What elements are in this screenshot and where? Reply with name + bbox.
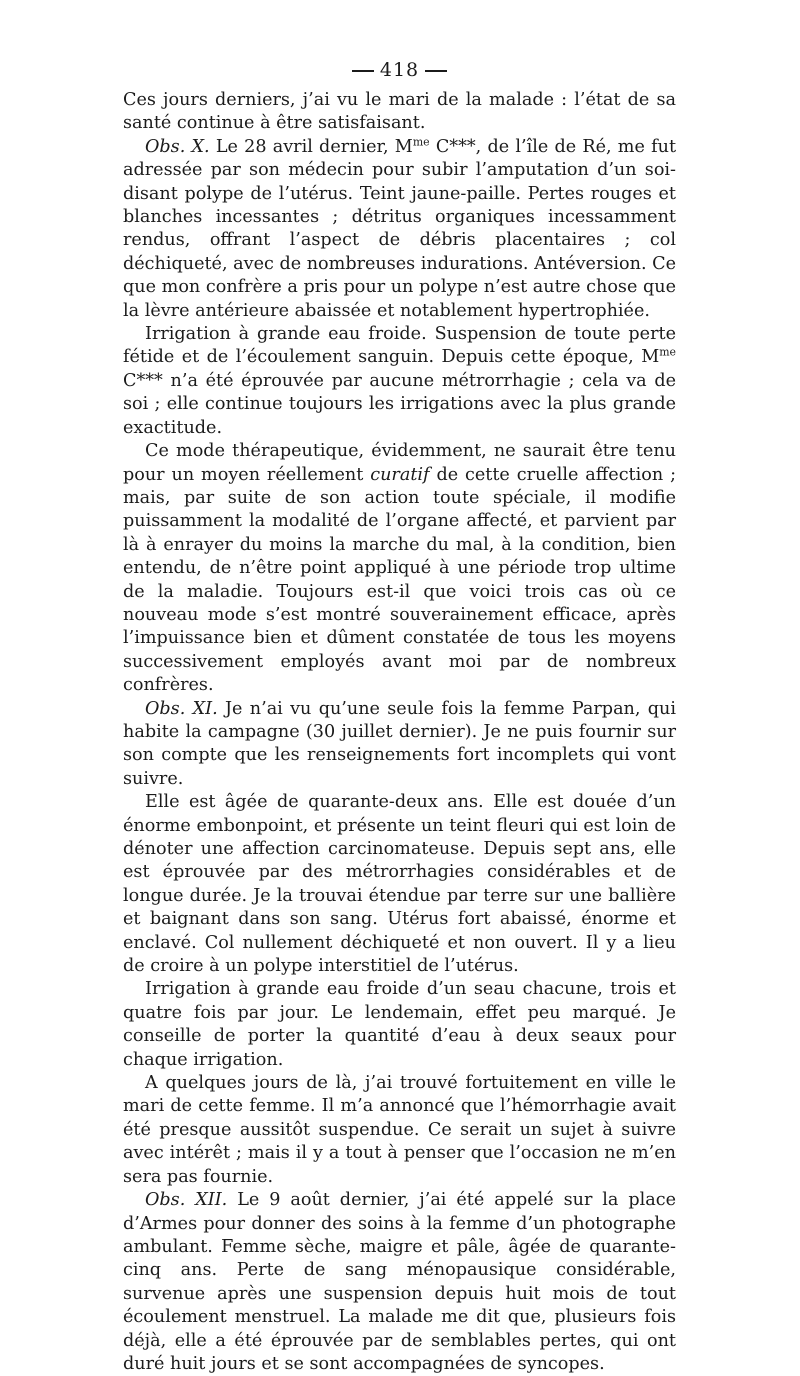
irrigation-1-text-a: Irrigation à grande eau froide. Suspension de toute perte fétide et de l’écoulement sanguin. Depuis cette époque, M xyxy=(123,324,676,368)
paragraph-obs-xi xyxy=(123,698,676,792)
page-header xyxy=(123,58,676,82)
patient-description-text: Elle est âgée de quarante-deux ans. Elle est douée d’un énorme embonpoint, et présente un teint fleuri qui est loin de dénoter une affection carcinomateuse. Depuis sept ans, elle est éprouvée par des métrorrhagies considérables et de longue durée. Je la trouvai étendue par terre sur une ballière et baignant dans son sang. Utérus fort abaissé, énorme et enclavé. Col nullement déchiqueté et non ouvert. Il y a lieu de croire à un polype interstitiel de l’utérus. xyxy=(123,792,676,977)
therapeutic-text-b: de cette cruelle affection ; mais, par suite de son action toute spéciale, il modifie puissamment la modalité de l’organe affecté, et parvient par là à enrayer du moins la marche du mal, à la condition, bien entendu, de n’être point appliqué à une période trop ultime de la maladie. Toujours est-il que voici trois cas où ce nouveau mode s’est montré souverainement efficace, après l’impuissance bien et dûment constatée de tous les moyens successivement employés avant moi par de nombreux confrères. xyxy=(123,464,677,696)
book-page xyxy=(123,58,676,1376)
paragraph-obs-x xyxy=(123,136,676,323)
paragraph-irrigation-1 xyxy=(123,323,676,440)
paragraph-follow-up xyxy=(123,1072,676,1189)
irrigation-1-text-b: n’a été éprouvée par aucune métrorrhagie ; cela va de soi ; elle continue toujours les irrigations avec la plus grande exactitude. xyxy=(123,370,677,438)
obs-x-text-b: de l’île de Ré, me fut adressée par son médecin pour subir l’amputation d’un soi-disant polype de l’utérus. Teint jaune-paille. Pertes rouges et blanches incessantes ; détritus organiques incessamment rendus, offrant l’aspect de débris placentaires ; col déchiqueté, avec de nombreuses indurations. Antéversion. Ce que mon confrère a pris pour un polype n’est autre chose que la lèvre antérieure abaissée et notablement hypertrophiée. xyxy=(123,136,677,321)
obs-xi-label: Obs. XI. xyxy=(145,698,218,719)
patient-initial-2: C*** xyxy=(123,370,163,391)
obs-x-label: Obs. X. xyxy=(145,136,210,157)
paragraph-1 xyxy=(123,89,676,136)
obs-xii-label: Obs. XII. xyxy=(145,1190,228,1211)
paragraph-1-text: Ces jours derniers, j’ai vu le mari de la malade : l’état de sa santé continue à être satisfaisant. xyxy=(123,90,676,134)
madame-superscript-2: me xyxy=(659,345,676,359)
irrigation-2-text: Irrigation à grande eau froide d’un seau chacune, trois et quatre fois par jour. Le lendemain, effet peu marqué. Je conseille de porter la quantité d’eau à deux seaux pour chaque irrigation. xyxy=(123,979,676,1070)
curatif-italic: curatif xyxy=(370,464,430,485)
therapeutic-text-a: Ce mode thérapeutique, évidemment, ne saurait être tenu pour un moyen réellement xyxy=(123,441,676,485)
page-number: 418 xyxy=(379,59,420,81)
header-rule-left xyxy=(352,70,374,72)
paragraph-patient-description xyxy=(123,791,676,978)
paragraph-irrigation-2 xyxy=(123,978,676,1072)
paragraph-obs-xii xyxy=(123,1189,676,1376)
follow-up-text: A quelques jours de là, j’ai trouvé fortuitement en ville le mari de cette femme. Il m’a annoncé que l’hémorrhagie avait été presque aussitôt suspendue. Ce serait un sujet à suivre avec intérêt ; mais il y a tout à penser que l’occasion ne m’en sera pas fournie. xyxy=(123,1073,676,1187)
obs-x-text-a: Le 28 avril dernier, M xyxy=(215,136,413,157)
obs-xii-text: Le 9 août dernier, j’ai été appelé sur la place d’Armes pour donner des soins à la femme d’un photographe ambulant. Femme sèche, maigre et pâle, âgée de quarante-cinq ans. Perte de sang ménopausique considérable, survenue après une suspension depuis huit mois de tout écoulement menstruel. La malade me dit que, plusieurs fois déjà, elle a été éprouvée par de semblables pertes, qui ont duré huit jours et se sont accompagnées de syncopes. xyxy=(123,1190,677,1374)
patient-initial: C***, xyxy=(435,136,482,157)
header-rule-right xyxy=(425,70,447,72)
paragraph-therapeutic-mode xyxy=(123,440,676,697)
obs-xi-text: Je n’ai vu qu’une seule fois la femme Parpan, qui habite la campagne (30 juillet dernier). Je ne puis fournir sur son compte que les renseignements fort incomplets qui vont suivre. xyxy=(123,698,677,789)
madame-superscript: me xyxy=(412,135,430,149)
